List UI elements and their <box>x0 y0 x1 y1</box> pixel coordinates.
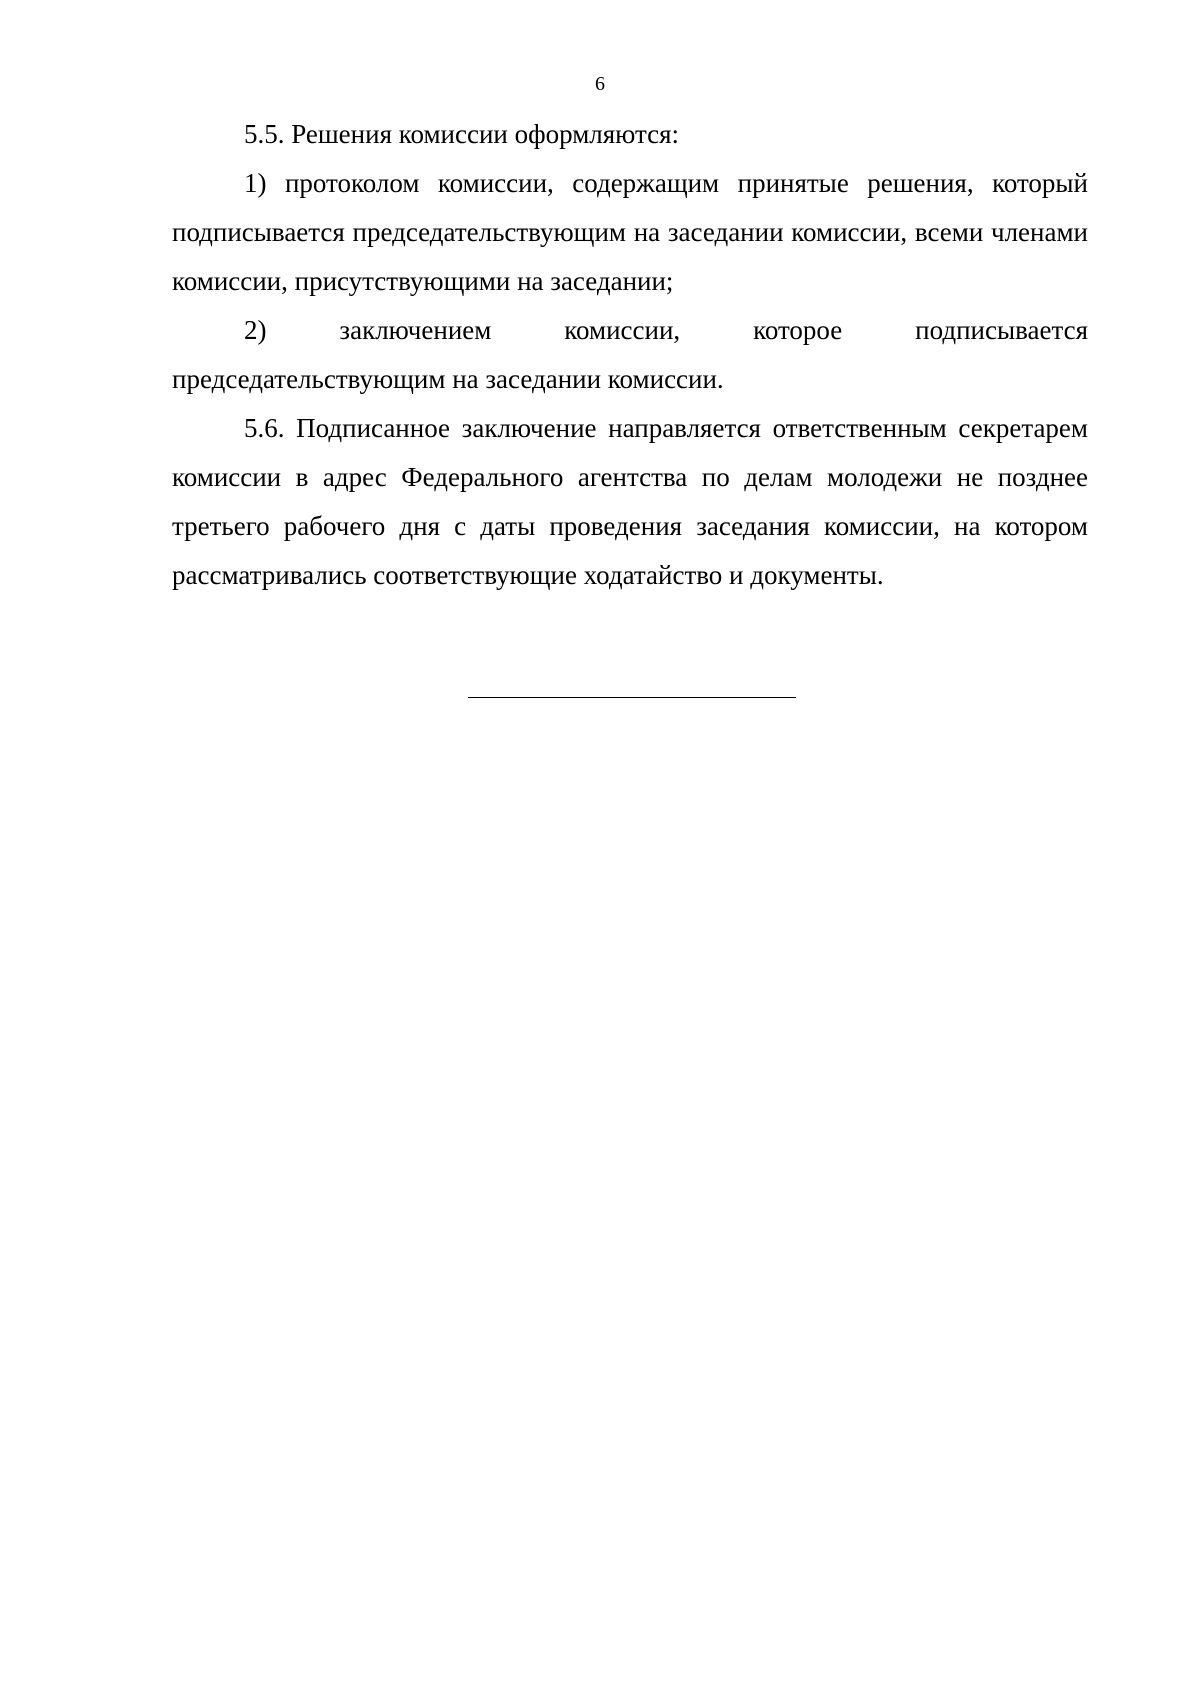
paragraph-item-2: 2) заключением комиссии, которое подписывается председательствующим на заседании комиссии. <box>172 315 1088 394</box>
paragraph-5-6: 5.6. Подписанное заключение направляется ответственным секретарем комиссии в адрес Федерального агентства по делам молодежи не позднее третьего рабочего дня с даты проведения заседания комиссии, на котором рассматривались соответствующие ходатайство и документы. <box>172 413 1088 590</box>
end-of-section-rule <box>468 697 796 698</box>
page-number: 6 <box>595 73 605 95</box>
paragraph-item-1: 1) протоколом комиссии, содержащим принятые решения, который подписывается председательствующим на заседании комиссии, всеми членами комиссии, присутствующими на заседании; <box>172 168 1088 296</box>
document-body <box>172 110 1088 600</box>
paragraph-5-5: 5.5. Решения комиссии оформляются: <box>244 119 680 149</box>
